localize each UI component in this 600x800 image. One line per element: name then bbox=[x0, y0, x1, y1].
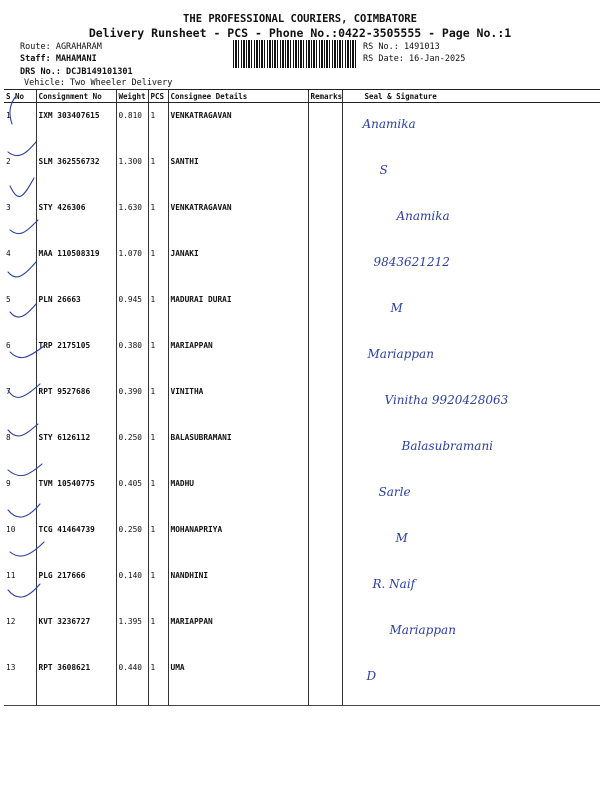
pcs-cell: 1 bbox=[148, 333, 168, 379]
weight-cell: 0.945 bbox=[116, 287, 148, 333]
remarks-cell bbox=[308, 471, 342, 517]
consignee-cell: MARIAPPAN bbox=[168, 333, 308, 379]
col-signature: Seal & Signature bbox=[342, 90, 600, 103]
pcs-cell: 1 bbox=[148, 149, 168, 195]
consignee-cell: MADURAI DURAI bbox=[168, 287, 308, 333]
consignee-cell: VENKATRAGAVAN bbox=[168, 103, 308, 150]
weight-cell: 0.440 bbox=[116, 655, 148, 706]
weight-cell: 1.070 bbox=[116, 241, 148, 287]
table-row bbox=[4, 103, 600, 150]
sno-cell: 9 bbox=[6, 479, 11, 488]
route-label: Route: AGRAHARAM bbox=[20, 42, 102, 52]
table-row bbox=[4, 195, 600, 241]
table-row bbox=[4, 655, 600, 706]
sno-cell: 10 bbox=[6, 525, 16, 534]
pcs-cell: 1 bbox=[148, 103, 168, 150]
rs-date: RS Date: 16-Jan-2025 bbox=[363, 54, 466, 64]
table-row bbox=[4, 609, 600, 655]
sno-cell: 6 bbox=[6, 341, 11, 350]
consignee-cell: MOHANAPRIYA bbox=[168, 517, 308, 563]
consignment-cell: RPT 3608621 bbox=[36, 655, 116, 706]
remarks-cell bbox=[308, 379, 342, 425]
consignee-cell: MADHU bbox=[168, 471, 308, 517]
col-consignee: Consignee Details bbox=[168, 90, 308, 103]
signature-cell: M bbox=[342, 517, 600, 563]
table-row bbox=[4, 563, 600, 609]
signature-cell: Mariappan bbox=[342, 609, 600, 655]
rs-number: RS No.: 1491013 bbox=[363, 42, 440, 52]
weight-cell: 0.405 bbox=[116, 471, 148, 517]
consignment-cell: KVT 3236727 bbox=[36, 609, 116, 655]
sno-cell: 4 bbox=[6, 249, 11, 258]
weight-cell: 0.810 bbox=[116, 103, 148, 150]
pcs-cell: 1 bbox=[148, 471, 168, 517]
consignee-cell: MARIAPPAN bbox=[168, 609, 308, 655]
remarks-cell bbox=[308, 655, 342, 706]
remarks-cell bbox=[308, 563, 342, 609]
signature-cell: Anamika bbox=[342, 195, 600, 241]
remarks-cell bbox=[308, 609, 342, 655]
remarks-cell bbox=[308, 333, 342, 379]
sno-cell: 1 bbox=[6, 111, 11, 120]
consignment-cell: STY 426306 bbox=[36, 195, 116, 241]
sno-cell: 2 bbox=[6, 157, 11, 166]
signature-cell: M bbox=[342, 287, 600, 333]
remarks-cell bbox=[308, 517, 342, 563]
staff-label: Staff: MAHAMANI bbox=[20, 54, 97, 64]
barcode-image bbox=[233, 40, 357, 68]
sno-cell: 7 bbox=[6, 387, 11, 396]
table-header-row bbox=[4, 90, 600, 103]
signature-cell: Mariappan bbox=[342, 333, 600, 379]
consignment-cell: SLM 362556732 bbox=[36, 149, 116, 195]
signature-cell: Vinitha 9920428063 bbox=[342, 379, 600, 425]
pcs-cell: 1 bbox=[148, 655, 168, 706]
consignee-cell: VINITHA bbox=[168, 379, 308, 425]
signature-cell: Anamika bbox=[342, 103, 600, 150]
signature-cell: R. Naif bbox=[342, 563, 600, 609]
col-pcs: PCS bbox=[148, 90, 168, 103]
sno-cell: 12 bbox=[6, 617, 16, 626]
weight-cell: 0.250 bbox=[116, 517, 148, 563]
consignment-cell: IXM 303407615 bbox=[36, 103, 116, 150]
consignment-cell: TVM 10540775 bbox=[36, 471, 116, 517]
col-weight: Weight bbox=[116, 90, 148, 103]
pcs-cell: 1 bbox=[148, 379, 168, 425]
consignment-cell: STY 6126112 bbox=[36, 425, 116, 471]
weight-cell: 0.390 bbox=[116, 379, 148, 425]
company-title: THE PROFESSIONAL COURIERS, COIMBATORE bbox=[183, 13, 417, 25]
col-consignment: Consignment No bbox=[36, 90, 116, 103]
runsheet-table bbox=[4, 89, 600, 706]
weight-cell: 1.630 bbox=[116, 195, 148, 241]
table-row bbox=[4, 149, 600, 195]
signature-cell: Sarle bbox=[342, 471, 600, 517]
signature-cell: S bbox=[342, 149, 600, 195]
pcs-cell: 1 bbox=[148, 241, 168, 287]
signature-cell: 9843621212 bbox=[342, 241, 600, 287]
consignment-cell: PLG 217666 bbox=[36, 563, 116, 609]
remarks-cell bbox=[308, 241, 342, 287]
consignee-cell: BALASUBRAMANI bbox=[168, 425, 308, 471]
sno-cell: 5 bbox=[6, 295, 11, 304]
col-remarks: Remarks bbox=[308, 90, 342, 103]
pcs-cell: 1 bbox=[148, 517, 168, 563]
remarks-cell bbox=[308, 149, 342, 195]
sno-cell: 3 bbox=[6, 203, 11, 212]
sno-cell: 13 bbox=[4, 655, 36, 706]
col-sno: S No bbox=[4, 90, 36, 103]
consignment-cell: TRP 2175105 bbox=[36, 333, 116, 379]
drs-number: DRS No.: DCJB149101301 bbox=[20, 67, 133, 77]
pcs-cell: 1 bbox=[148, 425, 168, 471]
pcs-cell: 1 bbox=[148, 195, 168, 241]
consignee-cell: UMA bbox=[168, 655, 308, 706]
remarks-cell bbox=[308, 287, 342, 333]
consignee-cell: JANAKI bbox=[168, 241, 308, 287]
consignee-cell: NANDHINI bbox=[168, 563, 308, 609]
consignee-cell: SANTHI bbox=[168, 149, 308, 195]
sno-cell: 8 bbox=[6, 433, 11, 442]
remarks-cell bbox=[308, 195, 342, 241]
remarks-cell bbox=[308, 103, 342, 150]
signature-cell: D bbox=[342, 655, 600, 706]
signature-cell: Balasubramani bbox=[342, 425, 600, 471]
pcs-cell: 1 bbox=[148, 287, 168, 333]
weight-cell: 1.395 bbox=[116, 609, 148, 655]
weight-cell: 0.380 bbox=[116, 333, 148, 379]
consignment-cell: MAA 110508319 bbox=[36, 241, 116, 287]
pcs-cell: 1 bbox=[148, 563, 168, 609]
table-row bbox=[4, 425, 600, 471]
consignment-cell: TCG 41464739 bbox=[36, 517, 116, 563]
table-row bbox=[4, 333, 600, 379]
remarks-cell bbox=[308, 425, 342, 471]
vehicle-label: Vehicle: Two Wheeler Delivery bbox=[24, 78, 173, 88]
table-row bbox=[4, 287, 600, 333]
runsheet-subtitle: Delivery Runsheet - PCS - Phone No.:0422-3505555 - Page No.:1 bbox=[88, 26, 512, 40]
pcs-cell: 1 bbox=[148, 609, 168, 655]
weight-cell: 1.300 bbox=[116, 149, 148, 195]
consignment-cell: PLN 26663 bbox=[36, 287, 116, 333]
table-row bbox=[4, 517, 600, 563]
consignee-cell: VENKATRAGAVAN bbox=[168, 195, 308, 241]
weight-cell: 0.250 bbox=[116, 425, 148, 471]
sno-cell: 11 bbox=[6, 571, 16, 580]
table-row bbox=[4, 379, 600, 425]
weight-cell: 0.140 bbox=[116, 563, 148, 609]
table-row bbox=[4, 241, 600, 287]
table-row bbox=[4, 471, 600, 517]
consignment-cell: RPT 9527686 bbox=[36, 379, 116, 425]
